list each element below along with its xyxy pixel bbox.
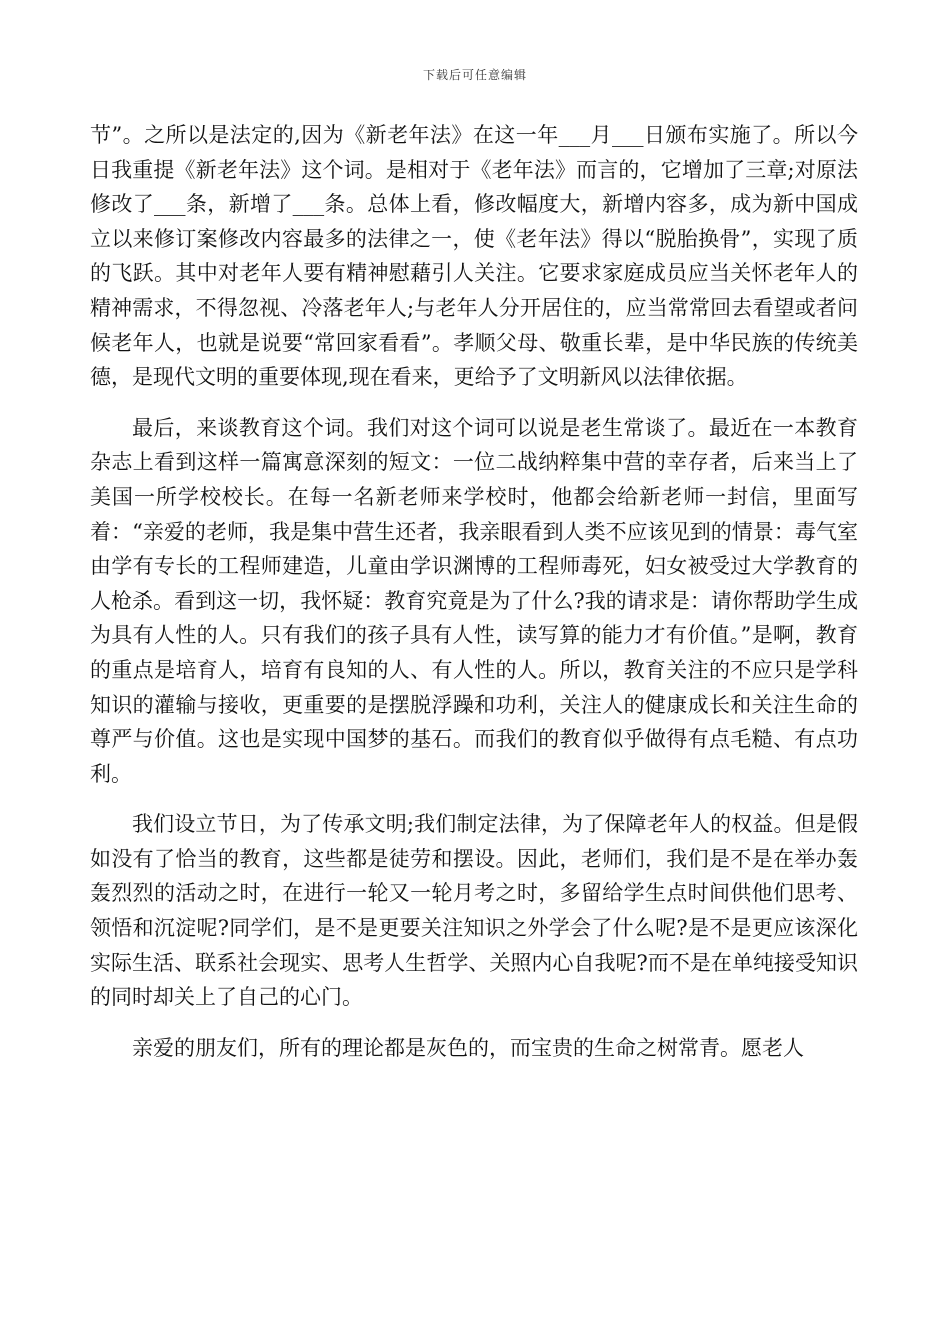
paragraph-closing: 亲爱的朋友们，所有的理论都是灰色的，而宝贵的生命之树常青。愿老人 <box>132 1035 804 1060</box>
paragraph-new-elderly-law: 节”。之所以是法定的,因为《新老年法》在这一年___月___日颁布实施了。所以今日我重提《新老年法》这个词。是相对于《老年法》而言的，它增加了三章;对原法修改了___条，新增了___条。总体上看，修改幅度大，新增内容多，成为新中国成立以来修订案修改内容最多的法律之一，使《老年法》得以“脱胎换骨”，实现了质的飞跃。其中对老年人要有精神慰藉引人关注。它要求家庭成员应当关怀老年人的精神需求，不得忽视、冷落老年人;与老年人分开居住的，应当常常回去看望或者问候老年人，也就是说要“常回家看看”。孝顺父母、敬重长辈，是中华民族的传统美德，是现代文明的重要体现,现在看来，更给予了文明新风以法律依据。 <box>90 123 858 390</box>
paragraph-festivals-laws: 我们设立节日，为了传承文明;我们制定法律，为了保障老年人的权益。但是假如没有了恰当的教育，这些都是徒劳和摆设。因此，老师们，我们是不是在举办轰轰烈烈的活动之时，在进行一轮又一轮月考之时，多留给学生点时间供他们思考、领悟和沉淀呢?同学们，是不是更要关注知识之外学会了什么呢?是不是更应该深化实际生活、联系社会现实、思考人生哲学、关照内心自我呢?而不是在单纯接受知识的同时却关上了自己的心门。 <box>90 812 858 1010</box>
document-body <box>90 118 858 1065</box>
page-header: 下载后可任意编辑 <box>422 68 527 82</box>
paragraph-education: 最后，来谈教育这个词。我们对这个词可以说是老生常谈了。最近在一本教育杂志上看到这样一篇寓意深刻的短文：一位二战纳粹集中营的幸存者，后来当上了美国一所学校校长。在每一名新老师来学校时，他都会给新老师一封信，里面写着：“亲爱的老师，我是集中营生还者，我亲眼看到人类不应该见到的情景：毒气室由学有专长的工程师建造，儿童由学识渊博的工程师毒死，妇女被受过大学教育的人枪杀。看到这一切，我怀疑：教育究竟是为了什么?我的请求是：请你帮助学生成为具有人性的人。只有我们的孩子具有人性，读写算的能力才有价值。”是啊，教育的重点是培育人，培育有良知的人、有人性的人。所以，教育关注的不应只是学科知识的灌输与接收，更重要的是摆脱浮躁和功利，关注人的健康成长和关注生命的尊严与价值。这也是实现中国梦的基石。而我们的教育似乎做得有点毛糙、有点功利。 <box>90 415 858 786</box>
